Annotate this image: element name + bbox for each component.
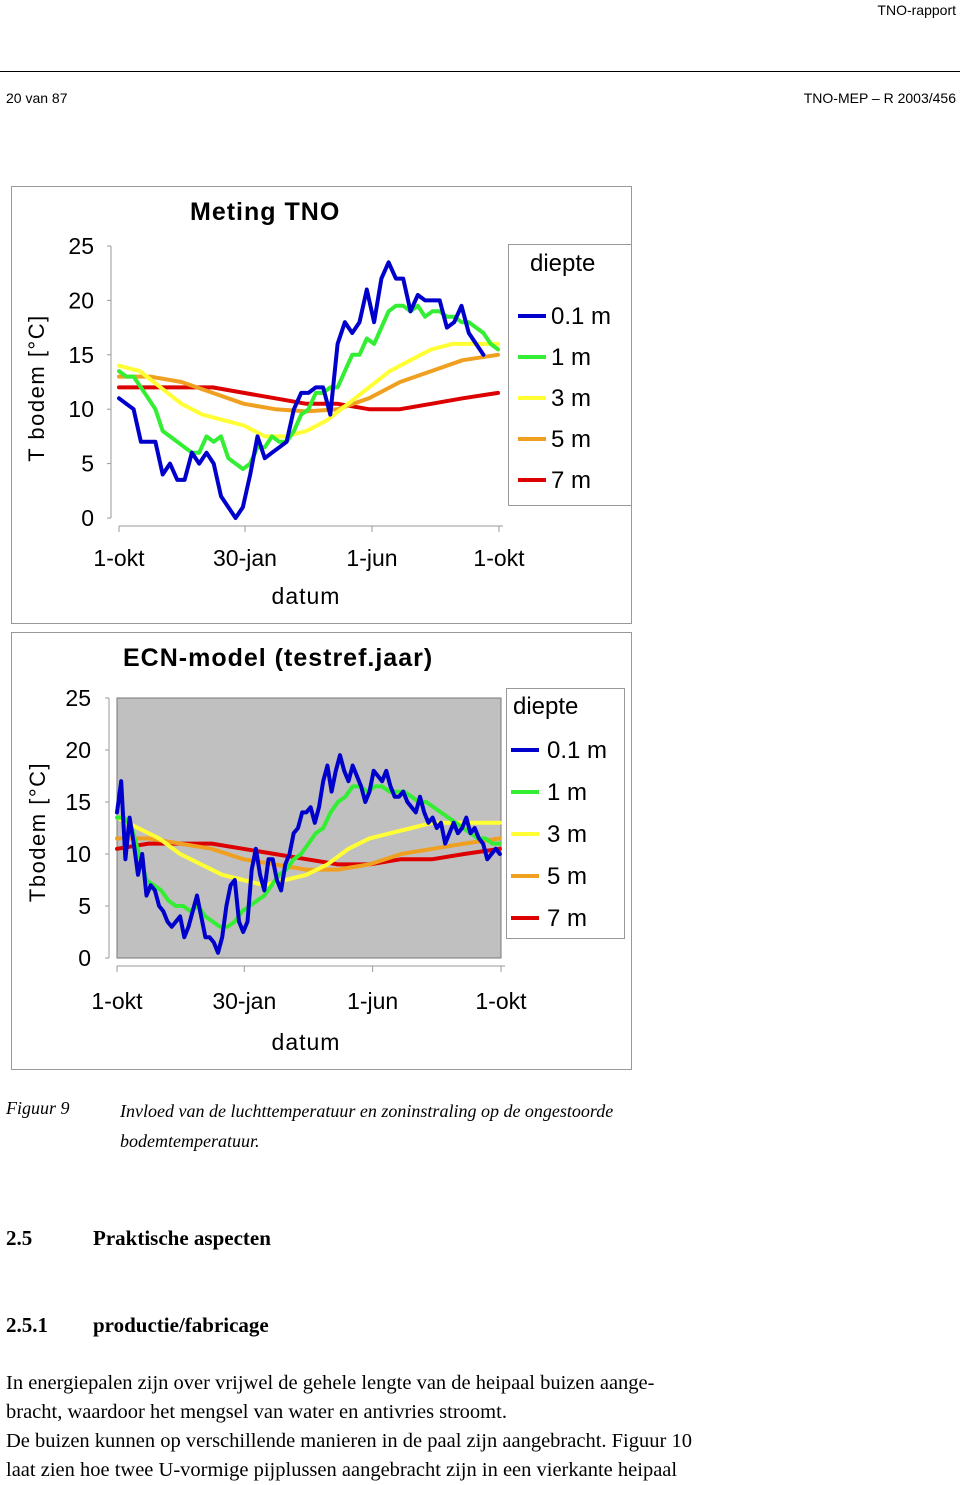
x-tick-label: 30-jan (212, 988, 277, 1014)
caption-line: bodemtemperatuur. (120, 1131, 260, 1151)
figure-caption (120, 1096, 720, 1156)
legend-label: 5 m (551, 426, 592, 453)
legend-title: diepte (513, 693, 579, 720)
y-tick-label: 25 (68, 233, 94, 259)
legend-box (507, 689, 625, 939)
x-tick-label: 30-jan (213, 545, 277, 571)
legend-label: 1 m (547, 779, 588, 806)
y-tick-label: 10 (68, 396, 94, 423)
body-paragraph (6, 1369, 956, 1485)
y-axis-label: T bodem [°C] (24, 314, 49, 462)
y-tick-label: 15 (68, 341, 94, 368)
y-tick-label: 5 (78, 893, 91, 919)
y-tick-label: 15 (65, 789, 91, 815)
y-tick-label: 25 (65, 685, 91, 711)
chart-meting-tno (11, 186, 632, 624)
subsection-number: 2.5.1 (6, 1313, 48, 1337)
y-tick-label: 0 (81, 505, 94, 531)
section-title: Praktische aspecten (93, 1226, 271, 1250)
legend-label: 5 m (547, 863, 588, 890)
body-line: laat zien hoe twee U-vormige pijplussen aangebracht zijn in een vierkante heipaal (6, 1459, 678, 1481)
legend-label: 7 m (551, 467, 592, 494)
legend-label: 3 m (547, 821, 588, 848)
x-tick-label: 1-jun (347, 988, 399, 1014)
chart-title: Meting TNO (190, 198, 341, 226)
y-tick-label: 5 (81, 450, 94, 477)
legend-label: 0.1 m (551, 303, 612, 330)
x-axis-label: datum (271, 583, 341, 609)
x-tick-label: 1-okt (475, 988, 527, 1014)
y-tick-label: 20 (65, 737, 91, 763)
report-id: TNO-MEP – R 2003/456 (803, 90, 956, 106)
x-tick-label: 1-okt (91, 988, 143, 1014)
y-tick-label: 10 (65, 841, 91, 867)
y-tick-label: 20 (68, 287, 94, 314)
x-tick-label: 1-jun (346, 545, 398, 571)
chart-ecn-model (11, 632, 632, 1070)
publisher-label: TNO-rapport (877, 2, 956, 18)
header-rule (0, 71, 960, 72)
body-line: De buizen kunnen op verschillende manieren in de paal zijn aangebracht. Figuur 10 (6, 1430, 692, 1452)
section-number: 2.5 (6, 1226, 33, 1250)
chart-title: ECN-model (testref.jaar) (123, 644, 434, 672)
x-tick-label: 1-okt (473, 545, 525, 571)
legend-label: 3 m (551, 385, 592, 412)
y-axis-label: Tbodem [°C] (25, 761, 50, 903)
x-tick-label: 1-okt (93, 545, 145, 571)
body-line: In energiepalen zijn over vrijwel de gehele lengte van de heipaal buizen aange- (6, 1372, 655, 1394)
figure-label: Figuur 9 (6, 1098, 70, 1118)
page-number: 20 van 87 (6, 90, 68, 106)
body-line: bracht, waardoor het mengsel van water en antivries stroomt. (6, 1401, 507, 1423)
legend-label: 7 m (547, 905, 588, 932)
legend-title: diepte (530, 250, 596, 277)
legend-label: 1 m (551, 344, 592, 371)
subsection-title: productie/fabricage (93, 1313, 269, 1337)
y-tick-label: 0 (78, 945, 91, 971)
x-axis-label: datum (271, 1029, 341, 1055)
legend-label: 0.1 m (547, 737, 608, 764)
caption-line: Invloed van de luchttemperatuur en zoninstraling op de ongestoorde (120, 1101, 614, 1121)
